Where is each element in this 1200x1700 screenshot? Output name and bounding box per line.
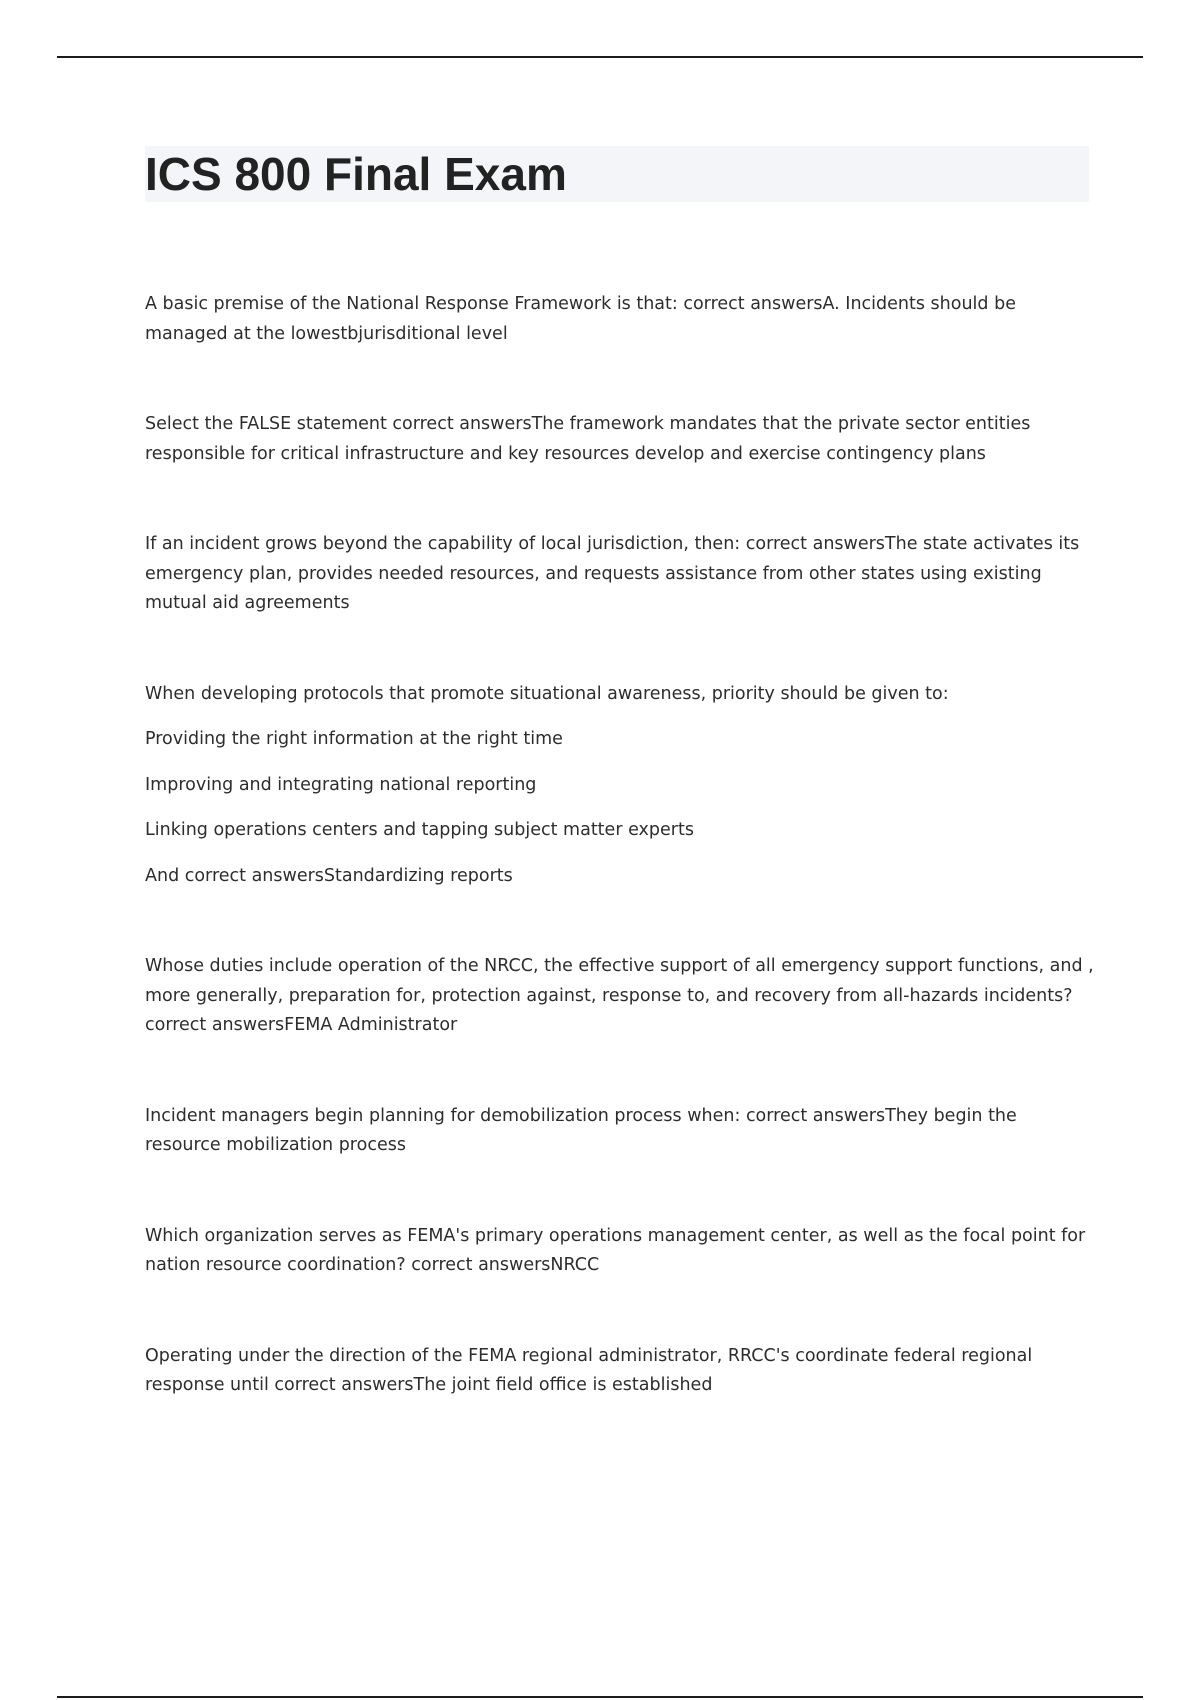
qa-item-7 — [145, 1222, 1095, 1281]
qa-item-4 — [145, 680, 1095, 892]
qa-item-6 — [145, 1102, 1095, 1161]
qa-option-line: Improving and integrating national reporting — [145, 774, 537, 795]
qa-option-line: Providing the right information at the right time — [145, 729, 563, 749]
qa-text: Operating under the direction of the FEMA regional administrator, RRCC's coordinate federal regional response until correct answersThe joint field office is established — [145, 1345, 1033, 1395]
qa-item-1 — [145, 290, 1095, 349]
qa-item-8 — [145, 1342, 1095, 1401]
qa-text: Select the FALSE statement correct answersThe framework mandates that the private sector entities responsible for critical infrastructure and key resources develop and exercise contingency plans — [145, 414, 1031, 464]
qa-text: If an incident grows beyond the capability of local jurisdiction, then: correct answersThe state activates its emergency plan, provides needed resources, and requests assistance from other states using existing mutual aid agreements — [145, 534, 1080, 613]
qa-text: Incident managers begin planning for demobilization process when: correct answersThey begin the resource mobilization process — [145, 1105, 1017, 1155]
qa-option-line: Linking operations centers and tapping subject matter experts — [145, 820, 694, 840]
document-body — [145, 290, 1095, 1462]
qa-question-line: When developing protocols that promote situational awareness, priority should be given to: — [145, 683, 949, 704]
page-title: ICS 800 Final Exam — [145, 148, 567, 200]
header-rule — [57, 56, 1143, 58]
qa-item-3 — [145, 530, 1095, 619]
qa-text: Which organization serves as FEMA's primary operations management center, as well as the focal point for nation resource coordination? correct answersNRCC — [145, 1225, 1086, 1275]
qa-item-2 — [145, 410, 1095, 469]
qa-text: A basic premise of the National Response Framework is that: correct answersA. Incidents should be managed at the lowestbjurisditional level — [145, 294, 1016, 344]
qa-answer-line: And correct answersStandardizing reports — [145, 865, 513, 886]
qa-item-5 — [145, 952, 1095, 1041]
qa-text: Whose duties include operation of the NRCC, the effective support of all emergency support functions, and , more generally, preparation for, protection against, response to, and recovery from all-hazards incidents? correct answersFEMA Administrator — [145, 956, 1094, 1035]
footer-rule — [57, 1696, 1143, 1698]
